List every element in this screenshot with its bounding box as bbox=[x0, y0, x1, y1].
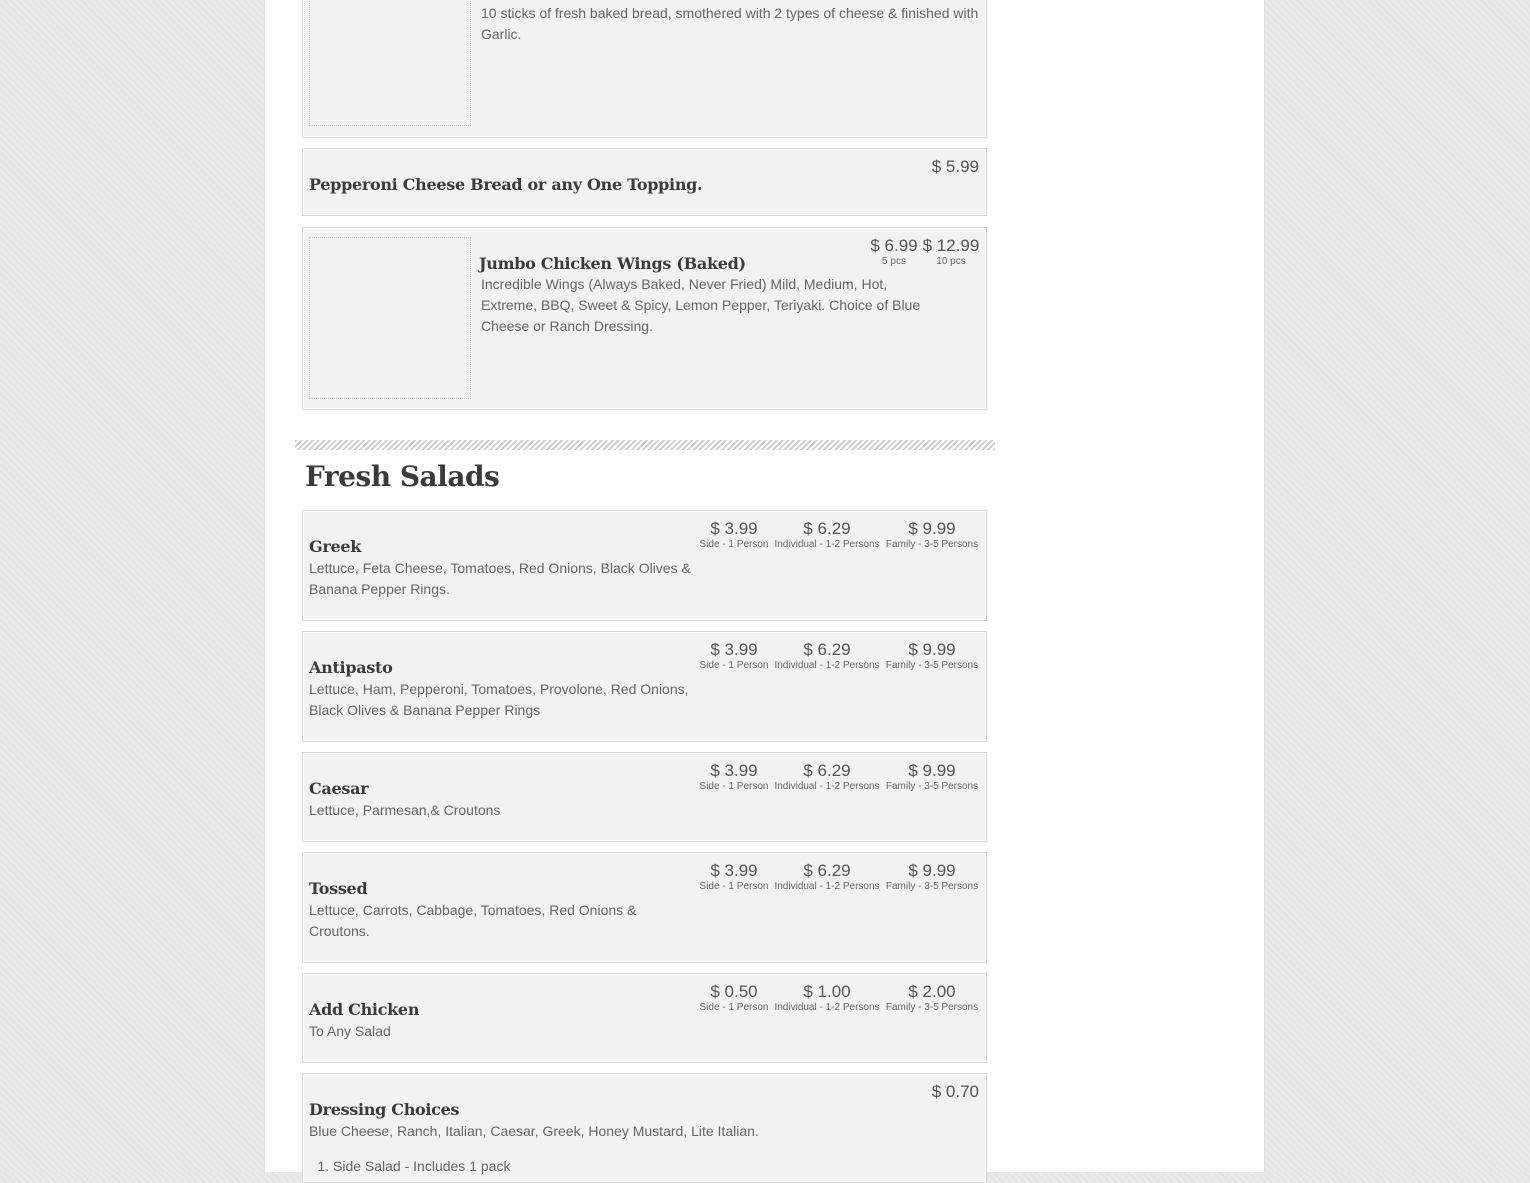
item-description: To Any Salad bbox=[309, 1023, 391, 1039]
menu-item-greek bbox=[302, 510, 987, 621]
price-family: $ 9.99 Family - 3-5 Persons bbox=[885, 861, 979, 892]
item-name: Greek bbox=[309, 537, 362, 556]
price-individual: $ 6.29 Individual - 1-2 Persons bbox=[774, 519, 880, 550]
menu-item-add-chicken bbox=[302, 973, 987, 1063]
list-item: 1. Side Salad - Includes 1 pack bbox=[333, 1158, 510, 1174]
menu-item-cheese-bread bbox=[302, 0, 987, 138]
item-name: Jumbo Chicken Wings (Baked) bbox=[479, 254, 746, 273]
price-10-pcs: $ 12.99 10 pcs bbox=[922, 236, 980, 267]
section-title: Fresh Salads bbox=[305, 460, 500, 493]
price-individual: $ 6.29 Individual - 1-2 Persons bbox=[774, 861, 880, 892]
item-description: 10 sticks of fresh baked bread, smothered with 2 types of cheese & finished with Garlic. bbox=[481, 5, 979, 42]
item-name: Caesar bbox=[309, 779, 369, 798]
menu-item-caesar bbox=[302, 752, 987, 842]
item-description: Lettuce, Ham, Pepperoni, Tomatoes, Provolone, Red Onions, Black Olives & Banana Pepper Rings bbox=[309, 681, 689, 718]
menu-item-jumbo-chicken-wings bbox=[302, 227, 987, 410]
price-side: $ 3.99 Side - 1 Person bbox=[699, 640, 769, 671]
item-photo-placeholder bbox=[309, 237, 471, 399]
item-name: Dressing Choices bbox=[309, 1100, 460, 1119]
price-side: $ 0.50 Side - 1 Person bbox=[699, 982, 769, 1013]
menu-item-antipasto bbox=[302, 631, 987, 742]
price-side: $ 3.99 Side - 1 Person bbox=[699, 519, 769, 550]
item-name: Antipasto bbox=[309, 658, 393, 677]
menu-item-dressing-choices bbox=[302, 1073, 987, 1183]
price-family: $ 9.99 Family - 3-5 Persons bbox=[885, 761, 979, 792]
item-description: Lettuce, Carrots, Cabbage, Tomatoes, Red Onions & Croutons. bbox=[309, 902, 637, 939]
price-individual: $ 1.00 Individual - 1-2 Persons bbox=[774, 982, 880, 1013]
item-name: Pepperoni Cheese Bread or any One Topping. bbox=[309, 175, 703, 194]
price-5-pcs: $ 6.99 5 pcs bbox=[870, 236, 918, 267]
price-family: $ 9.99 Family - 3-5 Persons bbox=[885, 519, 979, 550]
price-individual: $ 6.29 Individual - 1-2 Persons bbox=[774, 761, 880, 792]
item-description: Blue Cheese, Ranch, Italian, Caesar, Greek, Honey Mustard, Lite Italian. bbox=[309, 1123, 759, 1139]
price-individual: $ 6.29 Individual - 1-2 Persons bbox=[774, 640, 880, 671]
item-price: $ 5.99 bbox=[931, 157, 979, 176]
item-photo-placeholder bbox=[309, 0, 471, 126]
menu-page bbox=[264, 0, 1265, 1172]
item-price: $ 0.70 bbox=[931, 1082, 979, 1101]
item-name: Tossed bbox=[309, 879, 368, 898]
item-description: Lettuce, Feta Cheese, Tomatoes, Red Onions, Black Olives & Banana Pepper Rings. bbox=[309, 560, 691, 597]
item-description: Lettuce, Parmesan,& Croutons bbox=[309, 802, 501, 818]
item-description: Incredible Wings (Always Baked, Never Fried) Mild, Medium, Hot, Extreme, BBQ, Sweet & Spicy, Lemon Pepper, Teriyaki. Choice of Blue Cheese or Ranch Dressing. bbox=[481, 276, 921, 334]
price-family: $ 2.00 Family - 3-5 Persons bbox=[885, 982, 979, 1013]
price-side: $ 3.99 Side - 1 Person bbox=[699, 861, 769, 892]
item-name: Add Chicken bbox=[309, 1000, 420, 1019]
price-side: $ 3.99 Side - 1 Person bbox=[699, 761, 769, 792]
menu-item-pepperoni-cheese-bread bbox=[302, 148, 987, 216]
menu-item-tossed bbox=[302, 852, 987, 963]
price-family: $ 9.99 Family - 3-5 Persons bbox=[885, 640, 979, 671]
section-divider bbox=[295, 440, 995, 450]
